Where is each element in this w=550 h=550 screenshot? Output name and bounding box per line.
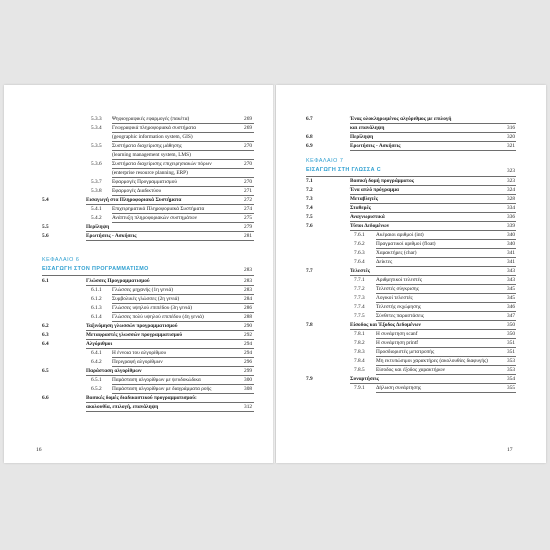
- toc-entry-number: 6.2: [42, 323, 49, 329]
- toc-entry-number: 5.4: [42, 197, 49, 203]
- toc-entry-title: Ανάπτυξη πληροφοριακών συστημάτων: [112, 215, 197, 221]
- toc-entry: [4, 403, 274, 412]
- chapter-title-6: ΕΙΣΑΓΩΓΗ ΣΤΟΝ ΠΡΟΓΡΑΜΜΑΤΙΣΜΟ: [42, 266, 149, 272]
- toc-entry-number: 5.3.3: [91, 116, 102, 122]
- toc-entry-number: 6.1.3: [91, 305, 102, 311]
- toc-entry-page: 279: [244, 224, 252, 230]
- toc-entry: [276, 177, 546, 186]
- toc-entry-title: Συστήματα διαχείρισης μάθησης: [112, 143, 182, 149]
- toc-entry-title: Περίληψη: [350, 134, 374, 140]
- toc-entry: [4, 331, 274, 340]
- toc-entry-page: 275: [244, 215, 252, 221]
- toc-entry-page: 345: [507, 286, 515, 292]
- toc-entry: [4, 214, 274, 223]
- toc-entry-title: Σταθερές: [350, 205, 371, 211]
- toc-entry-number: 5.3.8: [91, 188, 102, 194]
- toc-entry-page: 328: [507, 196, 515, 202]
- toc-entry: [4, 196, 274, 205]
- toc-entry-page: 341: [507, 259, 515, 265]
- toc-entry: [4, 160, 274, 169]
- toc-entry-title: Αλγόριθμοι: [86, 341, 113, 347]
- toc-entry-number: 7.5: [306, 214, 313, 220]
- toc-entry: [276, 267, 546, 276]
- toc-entry-number: 6.7: [306, 116, 313, 122]
- toc-entry-title: Ερωτήσεις - Ασκήσεις: [350, 143, 401, 149]
- toc-entry-title: Περιγραφή αλγορίθμων: [112, 359, 163, 365]
- toc-entry-title: Μη εκτυπώσιμοι χαρακτήρες (ακολουθίες διαφυγής): [376, 358, 488, 364]
- toc-entry-title: Αναγνωριστικά: [350, 214, 385, 220]
- toc-entry-title: Γλώσσες μηχανής (1η γενιά): [112, 287, 174, 293]
- toc-entry-title: και επανάληψη: [350, 125, 385, 131]
- toc-entry-title: Τελεστές σύγκρισης: [376, 286, 419, 292]
- toc-entry: [276, 294, 546, 303]
- toc-entry-page: 354: [507, 376, 515, 382]
- toc-entry-number: 6.4.2: [91, 359, 102, 365]
- chapter-label-6: ΚΕΦΑΛΑΙΟ 6: [42, 257, 80, 263]
- toc-entry-page: 288: [244, 314, 252, 320]
- toc-entry: [276, 276, 546, 285]
- toc-entry-page: 270: [244, 179, 252, 185]
- chapter-label-7: ΚΕΦΑΛΑΙΟ 7: [306, 158, 344, 164]
- toc-entry-number: 7.8.5: [354, 367, 365, 373]
- toc-entry-page: 323: [507, 178, 515, 184]
- toc-entry-page: 283: [244, 278, 252, 284]
- toc-entry-page: 294: [244, 350, 252, 356]
- right-page: [276, 85, 546, 463]
- toc-entry: [276, 213, 546, 222]
- toc-entry-page: 271: [244, 188, 252, 194]
- toc-entry-title: Εισαγωγή στα Πληροφοριακά Συστήματα: [86, 197, 182, 203]
- toc-entry-title: Πραγματικοί αριθμοί (float): [376, 241, 436, 247]
- toc-entry-page: 340: [507, 241, 515, 247]
- toc-entry-number: 7.6.2: [354, 241, 365, 247]
- toc-entry: [276, 321, 546, 330]
- toc-entry-page: 272: [244, 197, 252, 203]
- toc-entry: [4, 286, 274, 295]
- toc-entry-page: 350: [507, 322, 515, 328]
- toc-entry-number: 7.3: [306, 196, 313, 202]
- toc-entry-title: Βασικές δομές διαδικαστικού προγραμματισμού:: [86, 395, 197, 401]
- toc-entry-title: Είσοδος και Έξοδος Δεδομένων: [350, 322, 421, 328]
- toc-entry-number: 5.3.7: [91, 179, 102, 185]
- toc-entry-number: 7.6.3: [354, 250, 365, 256]
- toc-entry: [276, 330, 546, 339]
- toc-entry-number: 7.7.2: [354, 286, 365, 292]
- toc-entry-page: 343: [507, 277, 515, 283]
- toc-entry-number: 6.5: [42, 368, 49, 374]
- toc-entry-number: 7.4: [306, 205, 313, 211]
- toc-entry-number: 7.8.4: [354, 358, 365, 364]
- toc-entry: [276, 384, 546, 393]
- toc-entry-title: Ένα απλό πρόγραμμα: [350, 187, 399, 193]
- toc-entry-page: 324: [507, 187, 515, 193]
- toc-entry: [276, 285, 546, 294]
- toc-entry-title: Μεταφραστές γλωσσών προγραμματισμού: [86, 332, 183, 338]
- chapter-page-6: 283: [244, 267, 252, 273]
- toc-entry-page: 296: [244, 359, 252, 365]
- toc-entry-title: ακολουθία, επιλογή, επανάληψη: [86, 404, 159, 410]
- toc-entry-page: 270: [244, 143, 252, 149]
- page-number-right: 17: [507, 447, 513, 453]
- toc-entry: [276, 249, 546, 258]
- toc-entry-number: 6.1: [42, 278, 49, 284]
- toc-entry-title: Παράσταση αλγορίθμων με διαγράμματα ροής: [112, 386, 212, 392]
- toc-entry-number: 6.1.4: [91, 314, 102, 320]
- toc-entry-page: 346: [507, 304, 515, 310]
- toc-entry-title: Ένας ολοκληρωμένος αλγόριθμος με επιλογή: [350, 116, 452, 122]
- toc-entry-title: Η συνάρτηση printf: [376, 340, 419, 346]
- toc-entry: [276, 115, 546, 124]
- toc-entry-number: 6.1.1: [91, 287, 102, 293]
- toc-entry-page: 355: [507, 385, 515, 391]
- toc-block-left-top: [4, 115, 274, 241]
- toc-entry: [276, 142, 546, 151]
- toc-entry-page: 284: [244, 296, 252, 302]
- toc-entry-title: Συναρτήσεις: [350, 376, 379, 382]
- toc-entry: [276, 186, 546, 195]
- toc-entry: [276, 231, 546, 240]
- toc-entry-page: 316: [507, 125, 515, 131]
- toc-entry-page: 339: [507, 223, 515, 229]
- toc-entry-page: 345: [507, 295, 515, 301]
- toc-entry-number: 7.6.1: [354, 232, 365, 238]
- toc-entry: [276, 357, 546, 366]
- toc-entry-title: (enterprise resource planning, ERP): [112, 170, 188, 176]
- toc-entry-title: Η έννοια του αλγορίθμου: [112, 350, 167, 356]
- toc-entry-page: 353: [507, 367, 515, 373]
- toc-entry: [276, 124, 546, 133]
- toc-entry: [4, 178, 274, 187]
- toc-entry: [276, 339, 546, 348]
- toc-entry-title: Παράσταση αλγορίθμων: [86, 368, 142, 374]
- toc-entry-number: 5.3.4: [91, 125, 102, 131]
- toc-entry-page: 269: [244, 116, 252, 122]
- toc-entry: [276, 303, 546, 312]
- toc-entry: [4, 142, 274, 151]
- toc-row-rule: [350, 150, 516, 151]
- toc-entry-page: 294: [244, 341, 252, 347]
- toc-entry-title: Ψηφιογραφικές εφαρμογές (πακέτα): [112, 116, 190, 122]
- chapter-page-7: 323: [507, 168, 515, 174]
- toc-entry-page: 334: [507, 205, 515, 211]
- toc-entry: [4, 313, 274, 322]
- toc-entry: [4, 358, 274, 367]
- toc-entry-title: Γλώσσες Προγραμματισμού: [86, 278, 150, 284]
- toc-entry-page: 270: [244, 161, 252, 167]
- chapter-rule: [42, 275, 254, 276]
- toc-entry-page: 312: [244, 404, 252, 410]
- toc-entry-number: 7.7.5: [354, 313, 365, 319]
- toc-entry-title: Τελεστής εκχώρησης: [376, 304, 421, 310]
- toc-entry: [4, 376, 274, 385]
- toc-entry-page: 320: [507, 134, 515, 140]
- chapter-title-7: ΕΙΣΑΓΩΓΗ ΣΤΗ ΓΛΩΣΣΑ C: [306, 167, 382, 173]
- toc-entry-number: 7.8.2: [354, 340, 365, 346]
- toc-entry-page: 343: [507, 268, 515, 274]
- toc-entry: [276, 133, 546, 142]
- toc-entry: [4, 367, 274, 376]
- toc-entry-title: Βασική δομή προγράμματος: [350, 178, 414, 184]
- toc-entry-page: 308: [244, 386, 252, 392]
- page-number-left: 16: [36, 447, 42, 453]
- toc-entry: [4, 205, 274, 214]
- toc-entry-title: Γλώσσες πολύ υψηλού επιπέδου (4η γενιά): [112, 314, 204, 320]
- toc-block-right-top: [276, 115, 546, 151]
- toc-entry-page: 283: [244, 287, 252, 293]
- toc-entry-number: 5.5: [42, 224, 49, 230]
- toc-entry-page: 299: [244, 368, 252, 374]
- toc-entry: [276, 204, 546, 213]
- toc-entry-title: Είσοδος και έξοδος χαρακτήρων: [376, 367, 446, 373]
- toc-entry-page: 340: [507, 232, 515, 238]
- toc-entry: [4, 349, 274, 358]
- toc-entry-number: 7.7: [306, 268, 313, 274]
- left-page: [4, 85, 274, 463]
- toc-entry: [276, 348, 546, 357]
- toc-entry-title: Περίληψη: [86, 224, 110, 230]
- toc-entry-page: 286: [244, 305, 252, 311]
- toc-entry-title: Αριθμητικοί τελεστές: [376, 277, 422, 283]
- toc-entry-title: Επιχειρηματικά Πληροφοριακά Συστήματα: [112, 206, 205, 212]
- toc-entry-title: Μεταβλητές: [350, 196, 379, 202]
- toc-entry-number: 5.4.2: [91, 215, 102, 221]
- toc-entry-page: 336: [507, 214, 515, 220]
- toc-entry: [4, 133, 274, 142]
- toc-entry-title: Λογικοί τελεστές: [376, 295, 413, 301]
- toc-entry-title: Παράσταση αλγορίθμων με ψευδοκώδικα: [112, 377, 201, 383]
- toc-row-rule: [86, 411, 254, 412]
- toc-row-rule: [86, 240, 254, 241]
- toc-entry: [4, 151, 274, 160]
- toc-entry: [4, 340, 274, 349]
- toc-entry-number: 5.3.5: [91, 143, 102, 149]
- toc-entry-title: Ερωτήσεις - Ασκήσεις: [86, 233, 137, 239]
- toc-entry: [276, 375, 546, 384]
- toc-entry: [4, 295, 274, 304]
- toc-entry-number: 6.6: [42, 395, 49, 401]
- toc-entry: [4, 124, 274, 133]
- toc-entry-title: Σύνθετες παραστάσεις: [376, 313, 424, 319]
- toc-entry-page: 274: [244, 206, 252, 212]
- toc-entry-number: 5.4.1: [91, 206, 102, 212]
- toc-entry-page: 321: [507, 143, 515, 149]
- toc-entry-number: 7.1: [306, 178, 313, 184]
- toc-entry-title: Η συνάρτηση scanf: [376, 331, 418, 337]
- toc-entry: [4, 322, 274, 331]
- toc-entry-title: Ταξινόμηση γλωσσών προγραμματισμού: [86, 323, 178, 329]
- toc-entry-number: 7.7.1: [354, 277, 365, 283]
- toc-entry-number: 7.8.3: [354, 349, 365, 355]
- toc-entry-page: 350: [507, 331, 515, 337]
- toc-entry-number: 7.6.4: [354, 259, 365, 265]
- toc-entry-title: Συμβολικές γλώσσες (2η γενιά): [112, 296, 180, 302]
- toc-entry: [276, 240, 546, 249]
- toc-entry-number: 5.6: [42, 233, 49, 239]
- toc-entry-number: 6.3: [42, 332, 49, 338]
- toc-row-rule: [376, 392, 516, 393]
- toc-entry-number: 6.4.1: [91, 350, 102, 356]
- toc-entry: [4, 232, 274, 241]
- toc-entry: [4, 169, 274, 178]
- toc-entry-title: Εφαρμογές Προγραμματισμού: [112, 179, 178, 185]
- toc-entry-page: 300: [244, 377, 252, 383]
- toc-entry-number: 7.7.4: [354, 304, 365, 310]
- toc-entry: [4, 394, 274, 403]
- toc-entry-number: 7.6: [306, 223, 313, 229]
- toc-entry-page: 353: [507, 358, 515, 364]
- toc-entry-title: Δήλωση συνάρτησης: [376, 385, 422, 391]
- toc-entry-number: 7.8: [306, 322, 313, 328]
- toc-entry-title: Προσδιοριστές μετατροπής: [376, 349, 435, 355]
- toc-entry-number: 7.9: [306, 376, 313, 382]
- toc-entry-title: Ακέραιοι αριθμοί (int): [376, 232, 424, 238]
- toc-block-left-bottom: [4, 277, 274, 412]
- toc-entry-title: Τύποι Δεδομένων: [350, 223, 390, 229]
- toc-entry-number: 7.7.3: [354, 295, 365, 301]
- toc-entry-title: (geographic information system, GIS): [112, 134, 193, 140]
- toc-entry-number: 6.5.2: [91, 386, 102, 392]
- toc-entry-number: 6.1.2: [91, 296, 102, 302]
- toc-entry-page: 351: [507, 349, 515, 355]
- toc-entry-title: Γεωγραφικά πληροφοριακά συστήματα: [112, 125, 197, 131]
- toc-entry-number: 6.4: [42, 341, 49, 347]
- toc-entry-title: Δείκτες: [376, 259, 393, 265]
- toc-entry-page: 351: [507, 340, 515, 346]
- toc-entry: [4, 277, 274, 286]
- toc-entry: [4, 115, 274, 124]
- toc-entry-title: Χαρακτήρες (char): [376, 250, 417, 256]
- toc-entry: [276, 312, 546, 321]
- toc-entry-number: 7.8.1: [354, 331, 365, 337]
- toc-entry-title: Γλώσσες υψηλού επιπέδου (3η γενιά): [112, 305, 192, 311]
- toc-entry: [4, 187, 274, 196]
- toc-entry-page: 292: [244, 332, 252, 338]
- toc-entry: [276, 222, 546, 231]
- toc-entry-title: (learning management system, LMS): [112, 152, 191, 158]
- toc-entry-number: 7.9.1: [354, 385, 365, 391]
- toc-entry-title: Συστήματα διαχείρισης επιχειρησιακών πόρων: [112, 161, 212, 167]
- toc-entry-page: 341: [507, 250, 515, 256]
- toc-entry-page: 269: [244, 125, 252, 131]
- toc-entry-number: 7.2: [306, 187, 313, 193]
- toc-entry-title: Τελεστές: [350, 268, 371, 274]
- toc-block-right-bottom: [276, 177, 546, 393]
- toc-entry: [276, 195, 546, 204]
- toc-entry-title: Εφαρμογές Διαδικτύου: [112, 188, 162, 194]
- toc-entry-number: 6.9: [306, 143, 313, 149]
- toc-entry: [4, 304, 274, 313]
- toc-entry: [4, 385, 274, 394]
- toc-entry: [4, 223, 274, 232]
- toc-entry-page: 347: [507, 313, 515, 319]
- toc-entry: [276, 258, 546, 267]
- toc-entry-number: 6.5.1: [91, 377, 102, 383]
- toc-entry-page: 290: [244, 323, 252, 329]
- toc-entry: [276, 366, 546, 375]
- toc-entry-number: 6.8: [306, 134, 313, 140]
- toc-entry-number: 5.3.6: [91, 161, 102, 167]
- toc-entry-page: 281: [244, 233, 252, 239]
